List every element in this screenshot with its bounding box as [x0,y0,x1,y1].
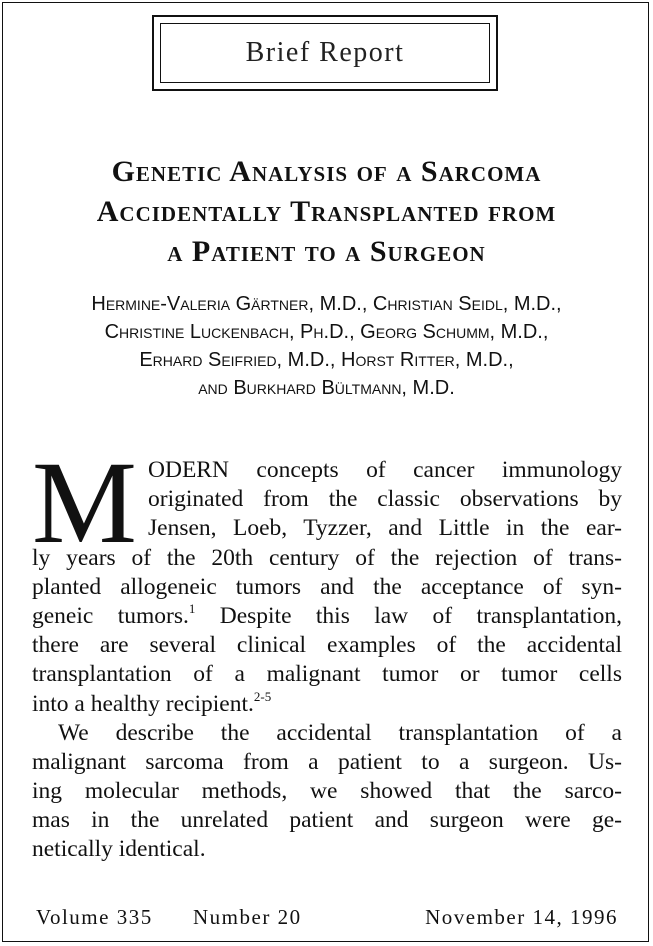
body-line [32,690,622,719]
body-line: planted allogeneic tumors and the acceptance of syn- [32,573,622,600]
author-line: and Burkhard Bültmann, M.D. [198,377,455,399]
body-line: mas in the unrelated patient and surgeon were ge- [32,807,622,834]
journal-volume: Volume 335 [36,905,153,929]
paragraph-1 [32,437,622,719]
body-line [32,602,622,631]
body-line: malignant sarcoma from a patient to a surgeon. Us- [32,748,622,775]
body-text-fragment: into a healthy recipient. [32,690,254,717]
title-line: a Patient to a Surgeon [167,235,486,268]
reference-superscript: 2-5 [253,688,272,704]
author-list [0,290,653,402]
body-text-fragment: Despite this law of transplantation, [195,602,622,629]
reference-superscript: 1 [188,600,196,616]
article-body [32,437,622,865]
author-line: Hermine-Valeria Gärtner, M.D., Christian Seidl, M.D., [91,293,562,315]
body-line: ing molecular methods, we showed that the sarco- [32,778,622,805]
body-text-fragment: geneic tumors. [32,602,189,629]
author-line: Erhard Seifried, M.D., Horst Ritter, M.D., [139,349,514,371]
body-line: ly years of the 20th century of the rejection of trans- [32,544,622,571]
section-badge [152,15,498,91]
publication-date: November 14, 1996 [425,905,618,929]
drop-cap: M [32,437,137,568]
body-line: We describe the accidental transplantation of a [58,719,622,746]
body-line: Jensen, Loeb, Tyzzer, and Little in the ear- [148,515,622,542]
body-line: transplantation of a malignant tumor or tumor cells [32,661,622,688]
paragraph-2 [32,719,622,865]
body-line: there are several clinical examples of the accidental [32,632,622,659]
section-label: Brief Report [160,23,490,83]
body-line: ODERN concepts of cancer immunology [148,457,622,483]
article-title [0,152,653,272]
body-line: originated from the classic observations by [148,486,622,513]
journal-number: Number 20 [193,905,302,929]
title-line: Genetic Analysis of a Sarcoma [111,155,542,188]
author-line: Christine Luckenbach, Ph.D., Georg Schumm, M.D., [104,321,549,343]
body-line: netically identical. [32,836,206,863]
title-line: Accidentally Transplanted from [96,195,557,228]
